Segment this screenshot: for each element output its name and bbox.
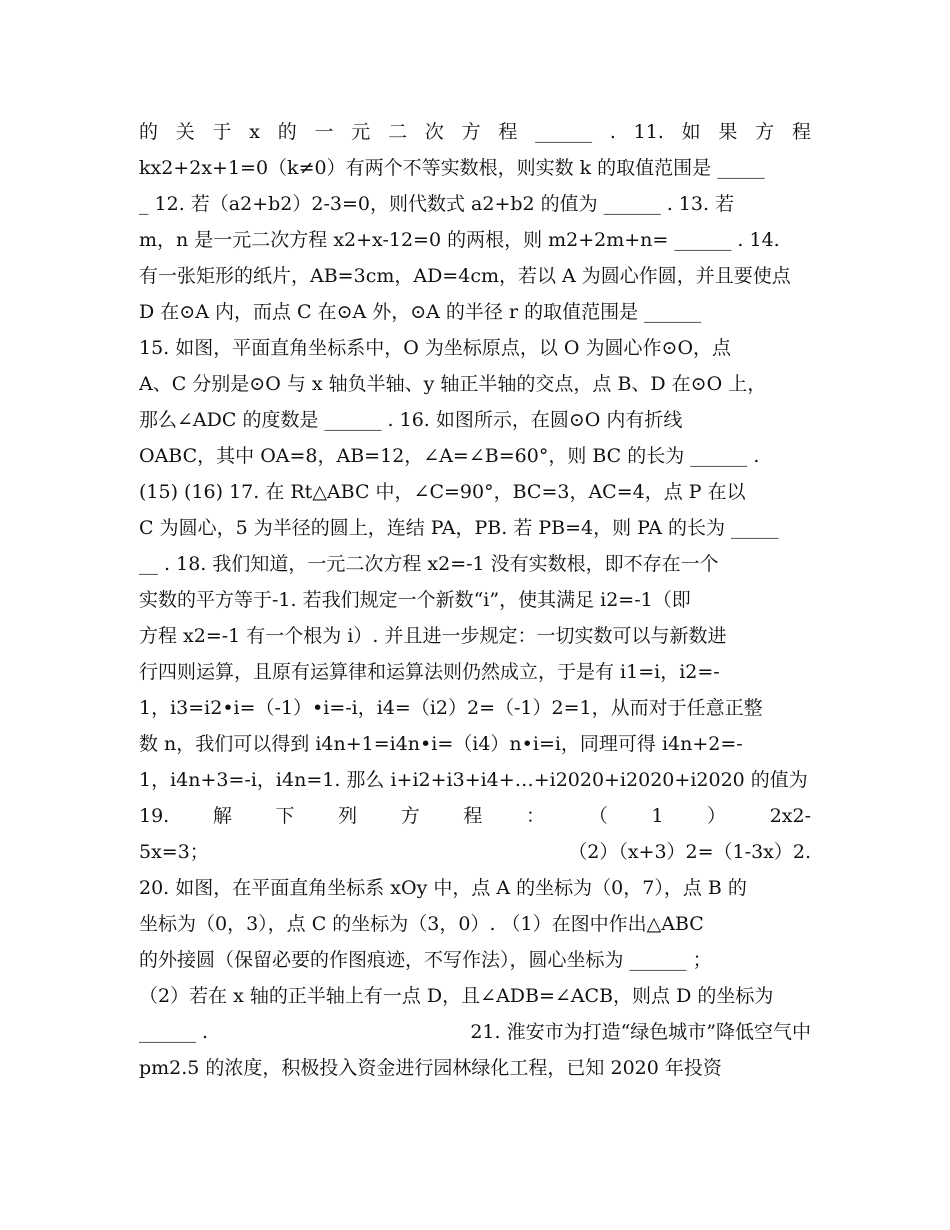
- word: 程: [463, 805, 483, 827]
- line-text: A、C 分别是⊙O 与 x 轴负半轴、y 轴正半轴的交点，点 B、D 在⊙O 上，: [139, 373, 767, 395]
- word: x: [249, 121, 261, 143]
- line-text: 的外接圆（保留必要的作图痕迹，不写作法），圆心坐标为 ______ ；: [139, 949, 712, 971]
- word: 方: [400, 805, 420, 827]
- text-line-22: [139, 870, 811, 906]
- text-line-25: [139, 978, 811, 1014]
- text-line-26: [139, 1014, 811, 1050]
- text-line-10: [139, 438, 811, 474]
- line-text: OABC，其中 OA=8，AB=12，∠A=∠B=60°，则 BC 的长为 ______ .: [139, 445, 760, 467]
- text-line-8: [139, 366, 811, 402]
- line-text: （2）若在 x 轴的正半轴上有一点 D，且∠ADB=∠ACB，则点 D 的坐标为: [139, 985, 774, 1007]
- word: .: [609, 121, 616, 143]
- line-text: 坐标为（0，3），点 C 的坐标为（3，0）. （1）在图中作出△ABC: [139, 913, 704, 935]
- word: ：: [526, 805, 546, 827]
- text-line-14: [139, 582, 811, 618]
- text-line-1: [139, 114, 811, 150]
- word: 果: [718, 121, 738, 143]
- line-text: 方程 x2=-1 有一个根为 i）. 并且进一步规定：一切实数可以与新数进: [139, 625, 727, 647]
- line-text: 那么∠ADC 的度数是 ______ . 16. 如图所示，在圆⊙O 内有折线: [139, 409, 683, 431]
- question-21-start: 21. 淮安市为打造“绿色城市”降低空气中: [470, 1021, 811, 1043]
- text-line-18: [139, 726, 811, 762]
- line-text: 1，i3=i2•i=（-1）•i=-i，i4=（i2）2=（-1）2=1，从而对于任意正整: [139, 697, 763, 719]
- text-line-17: [139, 690, 811, 726]
- text-line-7: [139, 330, 811, 366]
- word: 次: [424, 121, 444, 143]
- word: 如: [681, 121, 701, 143]
- text-line-4: [139, 222, 811, 258]
- line-text: C 为圆心，5 为半径的圆上，连结 PA，PB. 若 PB=4，则 PA 的长为 _____: [139, 517, 779, 539]
- text-line-6: [139, 294, 811, 330]
- question-number: 19.: [139, 805, 170, 827]
- line-text: 实数的平方等于-1. 若我们规定一个新数“i”，使其满足 i2=-1（即: [139, 589, 691, 611]
- document-body: [139, 114, 811, 1086]
- text-line-13: [139, 546, 811, 582]
- word: 关: [175, 121, 195, 143]
- answer-blank: ______ .: [139, 1021, 209, 1043]
- word: （: [588, 805, 608, 827]
- word: 的: [139, 121, 159, 143]
- text-line-21: [139, 834, 811, 870]
- line-text: 15. 如图，平面直角坐标系中，O 为坐标原点，以 O 为圆心作⊙O，点: [139, 337, 732, 359]
- line-text: 有一张矩形的纸片，AB=3cm，AD=4cm，若以 A 为圆心作圆，并且要使点: [139, 265, 791, 287]
- text-line-19: [139, 762, 811, 798]
- word: 程: [791, 121, 811, 143]
- line-text: kx2+2x+1=0（k≠0）有两个不等实数根，则实数 k 的取值范围是 _____: [139, 157, 765, 179]
- word: 于: [212, 121, 232, 143]
- word: 1: [651, 805, 664, 827]
- line-text: (15) (16) 17. 在 Rt△ABC 中，∠C=90°，BC=3，AC=4，点 P 在以: [139, 481, 746, 503]
- word: 方: [755, 121, 775, 143]
- text-line-2: [139, 150, 811, 186]
- text-line-5: [139, 258, 811, 294]
- word: ）: [707, 805, 727, 827]
- text-line-9: [139, 402, 811, 438]
- word: 元: [351, 121, 371, 143]
- text-line-16: [139, 654, 811, 690]
- word: 的: [277, 121, 297, 143]
- line-text: __ . 18. 我们知道，一元二次方程 x2=-1 没有实数根，即不存在一个: [139, 553, 719, 575]
- text-line-23: [139, 906, 811, 942]
- line-text: 数 n，我们可以得到 i4n+1=i4n•i=（i4）n•i=i，同理可得 i4n+2=-: [139, 733, 743, 755]
- line-text: 1，i4n+3=-i，i4n=1. 那么 i+i2+i3+i4+…+i2020+i2020+i2020 的值为: [139, 769, 808, 791]
- line-text: m，n 是一元二次方程 x2+x-12=0 的两根，则 m2+2m+n= ______ . 14.: [139, 229, 780, 251]
- line-text: 20. 如图，在平面直角坐标系 xOy 中，点 A 的坐标为（0，7），点 B 的: [139, 877, 747, 899]
- line-text: D 在⊙A 内，而点 C 在⊙A 外，⊙A 的半径 r 的取值范围是 ______: [139, 301, 702, 323]
- word: 下: [275, 805, 295, 827]
- text-line-27: [139, 1050, 811, 1086]
- line-text: 行四则运算，且原有运算律和运算法则仍然成立，于是有 i1=i，i2=-: [139, 661, 720, 683]
- line-text: _ 12. 若（a2+b2）2-3=0，则代数式 a2+b2 的值为 ______ . 13. 若: [139, 193, 735, 215]
- text-line-24: [139, 942, 811, 978]
- text-line-11: [139, 474, 811, 510]
- word: 程: [498, 121, 518, 143]
- text-line-20: [139, 798, 811, 834]
- text-line-3: [139, 186, 811, 222]
- line-text: pm2.5 的浓度，积极投入资金进行园林绿化工程，已知 2020 年投资: [139, 1057, 722, 1079]
- equation-part-1: 5x=3；: [139, 841, 209, 863]
- word: 解: [212, 805, 232, 827]
- word: 2x2-: [769, 805, 811, 827]
- answer-blank: ______: [535, 121, 593, 143]
- question-number: 11.: [633, 121, 664, 143]
- text-line-15: [139, 618, 811, 654]
- word: 二: [388, 121, 408, 143]
- word: 一: [314, 121, 334, 143]
- equation-part-2: （2）（x+3）2=（1-3x）2.: [568, 841, 811, 863]
- word: 方: [461, 121, 481, 143]
- text-line-12: [139, 510, 811, 546]
- word: 列: [338, 805, 358, 827]
